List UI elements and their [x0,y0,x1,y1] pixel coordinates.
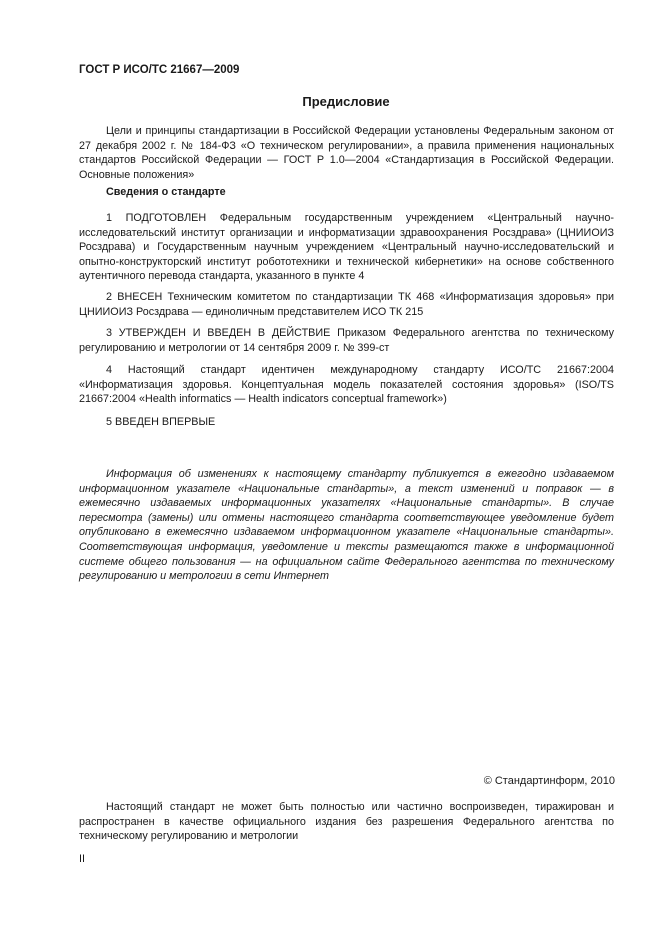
list-item: 2 ВНЕСЕН Техническим комитетом по стандартизации ТК 468 «Информатизация здоровья» при ЦНИИОИЗ Росздрава — единоличным представителем ИСО ТК 215 [79,291,614,318]
list-item: 4 Настоящий стандарт идентичен международному стандарту ИСО/ТС 21667:2004 «Информатизация здоровья. Концептуальная модель показателей состояния здоровья» (ISO/TS 21667:2004 «Health informatics — Health indicators conceptual framework») [79,364,614,406]
list-item: 5 ВВЕДЕН ВПЕРВЫЕ [106,416,216,428]
section-subheading: Сведения о стандарте [106,186,226,198]
list-item: 1 ПОДГОТОВЛЕН Федеральным государственным учреждением «Центральный научно-исследовательский институт организации и информатизации здравоохранения Росздрава» (ЦНИИОИЗ Росздрава) и Государственным научным учреждением «Центральный научно-исследовательский и опытно-конструкторский институт робототехники и технической кибернетики» на основе собственного аутентичного перевода стандарта, указанного в пункте 4 [79,212,614,283]
document-code: ГОСТ Р ИСО/ТС 21667—2009 [79,64,240,76]
list-item: 3 УТВЕРЖДЕН И ВВЕДЕН В ДЕЙСТВИЕ Приказом Федерального агентства по техническому регулированию и метрологии от 14 сентября 2009 г. № 399-ст [79,327,614,354]
reproduction-notice: Настоящий стандарт не может быть полностью или частично воспроизведен, тиражирован и распространен в качестве официального издания без разрешения Федерального агентства по техническому регулированию и метрологии [79,801,614,843]
page-number: II [79,853,85,865]
intro-paragraph: Цели и принципы стандартизации в Российской Федерации установлены Федеральным законом от 27 декабря 2002 г. № 184-ФЗ «О техническом регулировании», а правила применения национальных стандартов Российской Федерации — ГОСТ Р 1.0—2004 «Стандартизация в Российской Федерации. Основные положения» [79,125,614,181]
copyright-line: © Стандартинформ, 2010 [483,775,615,787]
page-title: Предисловие [302,94,390,109]
amendments-notice: Информация об изменениях к настоящему стандарту публикуется в ежегодно издаваемом информационном указателе «Национальные стандарты», а текст изменений и поправок — в ежемесячно издаваемых информационных указателях «Национальные стандарты». В случае пересмотра (замены) или отмены настоящего стандарта соответствующее уведомление будет опубликовано в ежемесячно издаваемом информационном указателе «Национальные стандарты». Соответствующая информация, уведомление и тексты размещаются также в информационной системе общего пользования — на официальном сайте Федерального агентства по техническому регулированию и метрологии в сети Интернет [79,468,614,583]
